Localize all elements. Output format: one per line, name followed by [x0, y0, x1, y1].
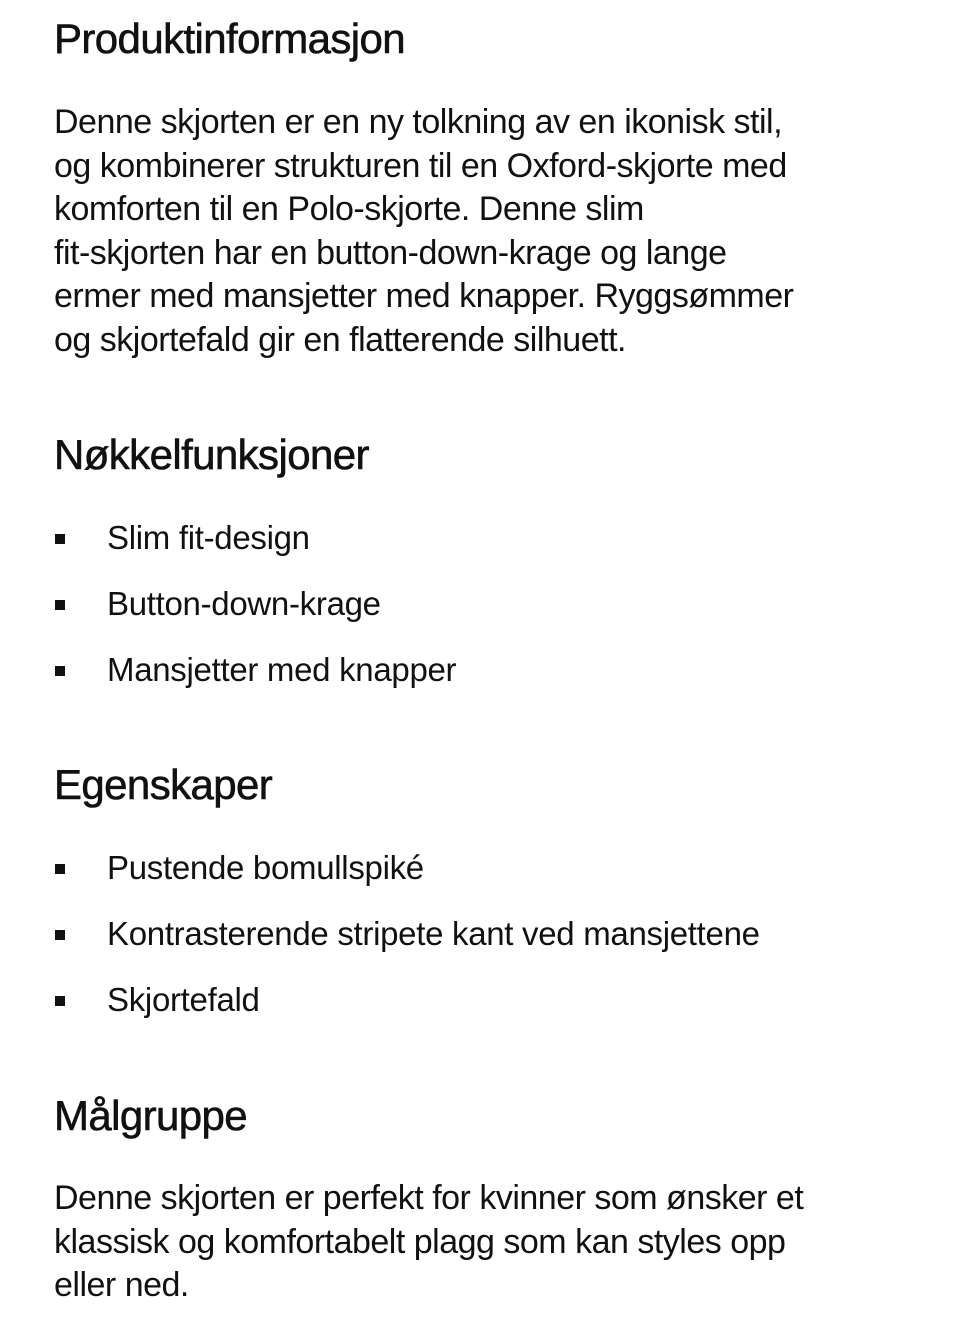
paragraph-line: og skjortefald gir en flatterende silhuett.	[54, 320, 626, 359]
product-info-paragraph	[54, 101, 914, 362]
list-item-text: Slim fit-design	[107, 519, 310, 556]
paragraph-line: Denne skjorten er perfekt for kvinner som ønsker et	[54, 1179, 804, 1217]
key-features-heading: Nøkkelfunksjoner	[54, 431, 369, 478]
paragraph-line: fit-skjorten har en button-down-krage og lange	[54, 233, 727, 272]
paragraph-line: klassisk og komfortabelt plagg som kan styles opp	[54, 1222, 786, 1261]
list-item	[54, 505, 914, 571]
properties-list	[54, 835, 914, 1033]
target-group-paragraph	[54, 1177, 924, 1308]
list-item-text: Mansjetter med knapper	[107, 651, 457, 688]
list-item	[54, 637, 914, 703]
list-item-text: Pustende bomullspiké	[107, 849, 424, 886]
paragraph-line: Denne skjorten er en ny tolkning av en ikonisk stil,	[54, 103, 783, 141]
square-bullet-icon	[55, 996, 65, 1006]
paragraph-line: komforten til en Polo-skjorte. Denne slim	[54, 190, 644, 228]
square-bullet-icon	[55, 534, 65, 544]
list-item	[54, 967, 914, 1033]
product-info-heading: Produktinformasjon	[54, 15, 406, 62]
list-item-text: Kontrasterende stripete kant ved mansjettene	[107, 915, 760, 952]
paragraph-line: og kombinerer strukturen til en Oxford-skjorte med	[54, 146, 787, 185]
square-bullet-icon	[55, 666, 65, 676]
square-bullet-icon	[55, 930, 65, 940]
paragraph-line: ermer med mansjetter med knapper. Ryggsømmer	[54, 277, 794, 315]
list-item	[54, 835, 914, 901]
square-bullet-icon	[55, 864, 65, 874]
target-group-heading: Målgruppe	[54, 1092, 248, 1139]
list-item-text: Button-down-krage	[107, 585, 381, 622]
key-features-list	[54, 505, 914, 703]
list-item-text: Skjortefald	[107, 981, 260, 1018]
properties-heading: Egenskaper	[54, 761, 273, 808]
square-bullet-icon	[55, 600, 65, 610]
list-item	[54, 901, 914, 967]
list-item	[54, 571, 914, 637]
paragraph-line: eller ned.	[54, 1266, 189, 1304]
